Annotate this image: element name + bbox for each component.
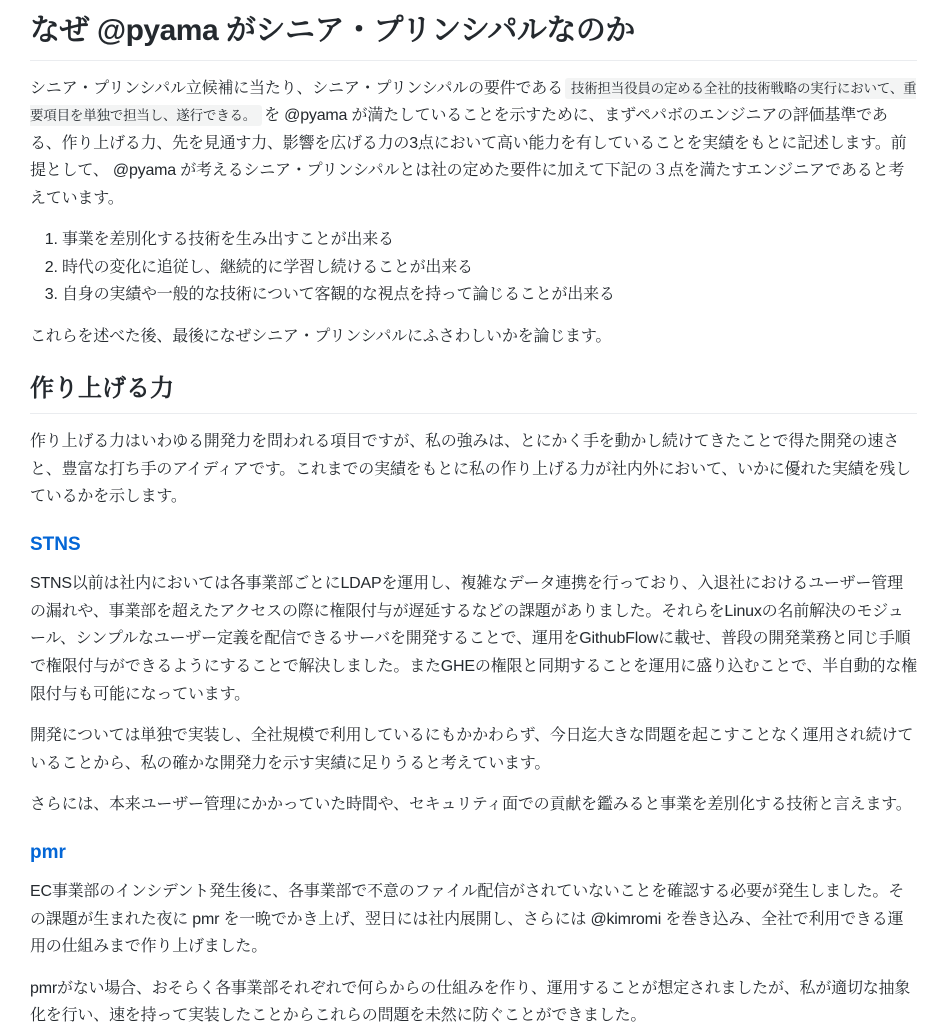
requirement-item: 2. 時代の変化に追従し、継続的に学習し続けることが出来る [62, 254, 917, 282]
subsection-paragraph: STNS以前は社内においては各事業部ごとにLDAPを運用し、複雑なデータ連携を行っており、入退社におけるユーザー管理の漏れや、事業部を超えたアクセスの際に権限付与が遅延するなどの課題がありました。それらをLinuxの名前解決のモジュール、シンプルなユーザー定義を配信できるサーバを開発することで、運用をGithubFlowに載せ、普段の開発業務と同じ手順で権限付与ができるようにすることで解決しました。またGHEの権限と同期することを運用に盛り込むことで、半自動的な権限付与も可能になっています。 [30, 575, 917, 703]
stns-heading-link[interactable]: STNS [30, 533, 81, 555]
section-building-power [30, 374, 917, 1030]
page-title: なぜ @pyama がシニア・プリンシパルなのか [30, 12, 917, 61]
intro-paragraph [30, 75, 917, 213]
subsection-stns [30, 533, 917, 819]
subsection-paragraph: 開発については単独で実装し、全社規模で利用しているにもかかわらず、今日迄大きな問題を起こすことなく運用され続けていることから、私の確かな開発力を示す実績に足りうると考えています。 [30, 727, 914, 772]
subsection-pmr [30, 841, 917, 1030]
subsection-paragraph: さらには、本来ユーザー管理にかかっていた時間や、セキュリティ面での貢献を鑑みると事業を差別化する技術と言えます。 [30, 796, 912, 814]
section-heading: 作り上げる力 [30, 374, 917, 414]
pmr-heading-link[interactable]: pmr [30, 841, 66, 863]
requirement-inline-code: 技術担当役員の定める全社的技術戦略の実行において、重要項目を単独で担当し、遂行できる。 [30, 78, 916, 127]
subsection-heading [30, 841, 917, 865]
intro-text-after-code: を @pyama が満たしていることを示すために、まずペパボのエンジニアの評価基準である、作り上げる力、先を見通す力、影響を広げる力の3点において高い能力を有していることを実績をもとに記述します。前提として、 @pyama が考えるシニア・プリンシパルとは社の定めた要件に加えて下記の３点を満たすエンジニアであると考えています。 [30, 107, 907, 207]
requirements-list [30, 226, 917, 309]
intro-closing-paragraph: これらを述べた後、最後になぜシニア・プリンシパルにふさわしいかを論じます。 [30, 327, 612, 345]
subsection-heading [30, 533, 917, 557]
subsection-paragraph: pmrがない場合、おそらく各事業部それぞれで何らからの仕組みを作り、運用することが想定されましたが、私が適切な抽象化を行い、速を持って実装したことからこれらの問題を未然に防ぐことができました。 [30, 979, 911, 1025]
requirement-item: 1. 事業を差別化する技術を生み出すことが出来る [62, 226, 917, 254]
requirement-item: 3. 自身の実績や一般的な技術について客観的な視点を持って論じることが出来る [62, 281, 917, 309]
subsection-paragraph: EC事業部のインシデント発生後に、各事業部で不意のファイル配信がされていないことを確認する必要が発生しました。その課題が生まれた夜に pmr を一晩でかき上げ、翌日には社内展開し、さらには @kimromi を巻き込み、全社で利用できる運用の仕組みまで作り上げました。 [30, 883, 904, 956]
intro-text-before-code: シニア・プリンシパル立候補に当たり、シニア・プリンシパルの要件である [30, 79, 563, 97]
markdown-document [30, 0, 917, 1030]
section-paragraph: 作り上げる力はいわゆる開発力を問われる項目ですが、私の強みは、とにかく手を動かし続けてきたことで得た開発の速さと、豊富な打ち手のアイディアです。これまでの実績をもとに私の作り上げる力が社内外において、いかに優れた実績を残しているかを示します。 [30, 433, 911, 506]
